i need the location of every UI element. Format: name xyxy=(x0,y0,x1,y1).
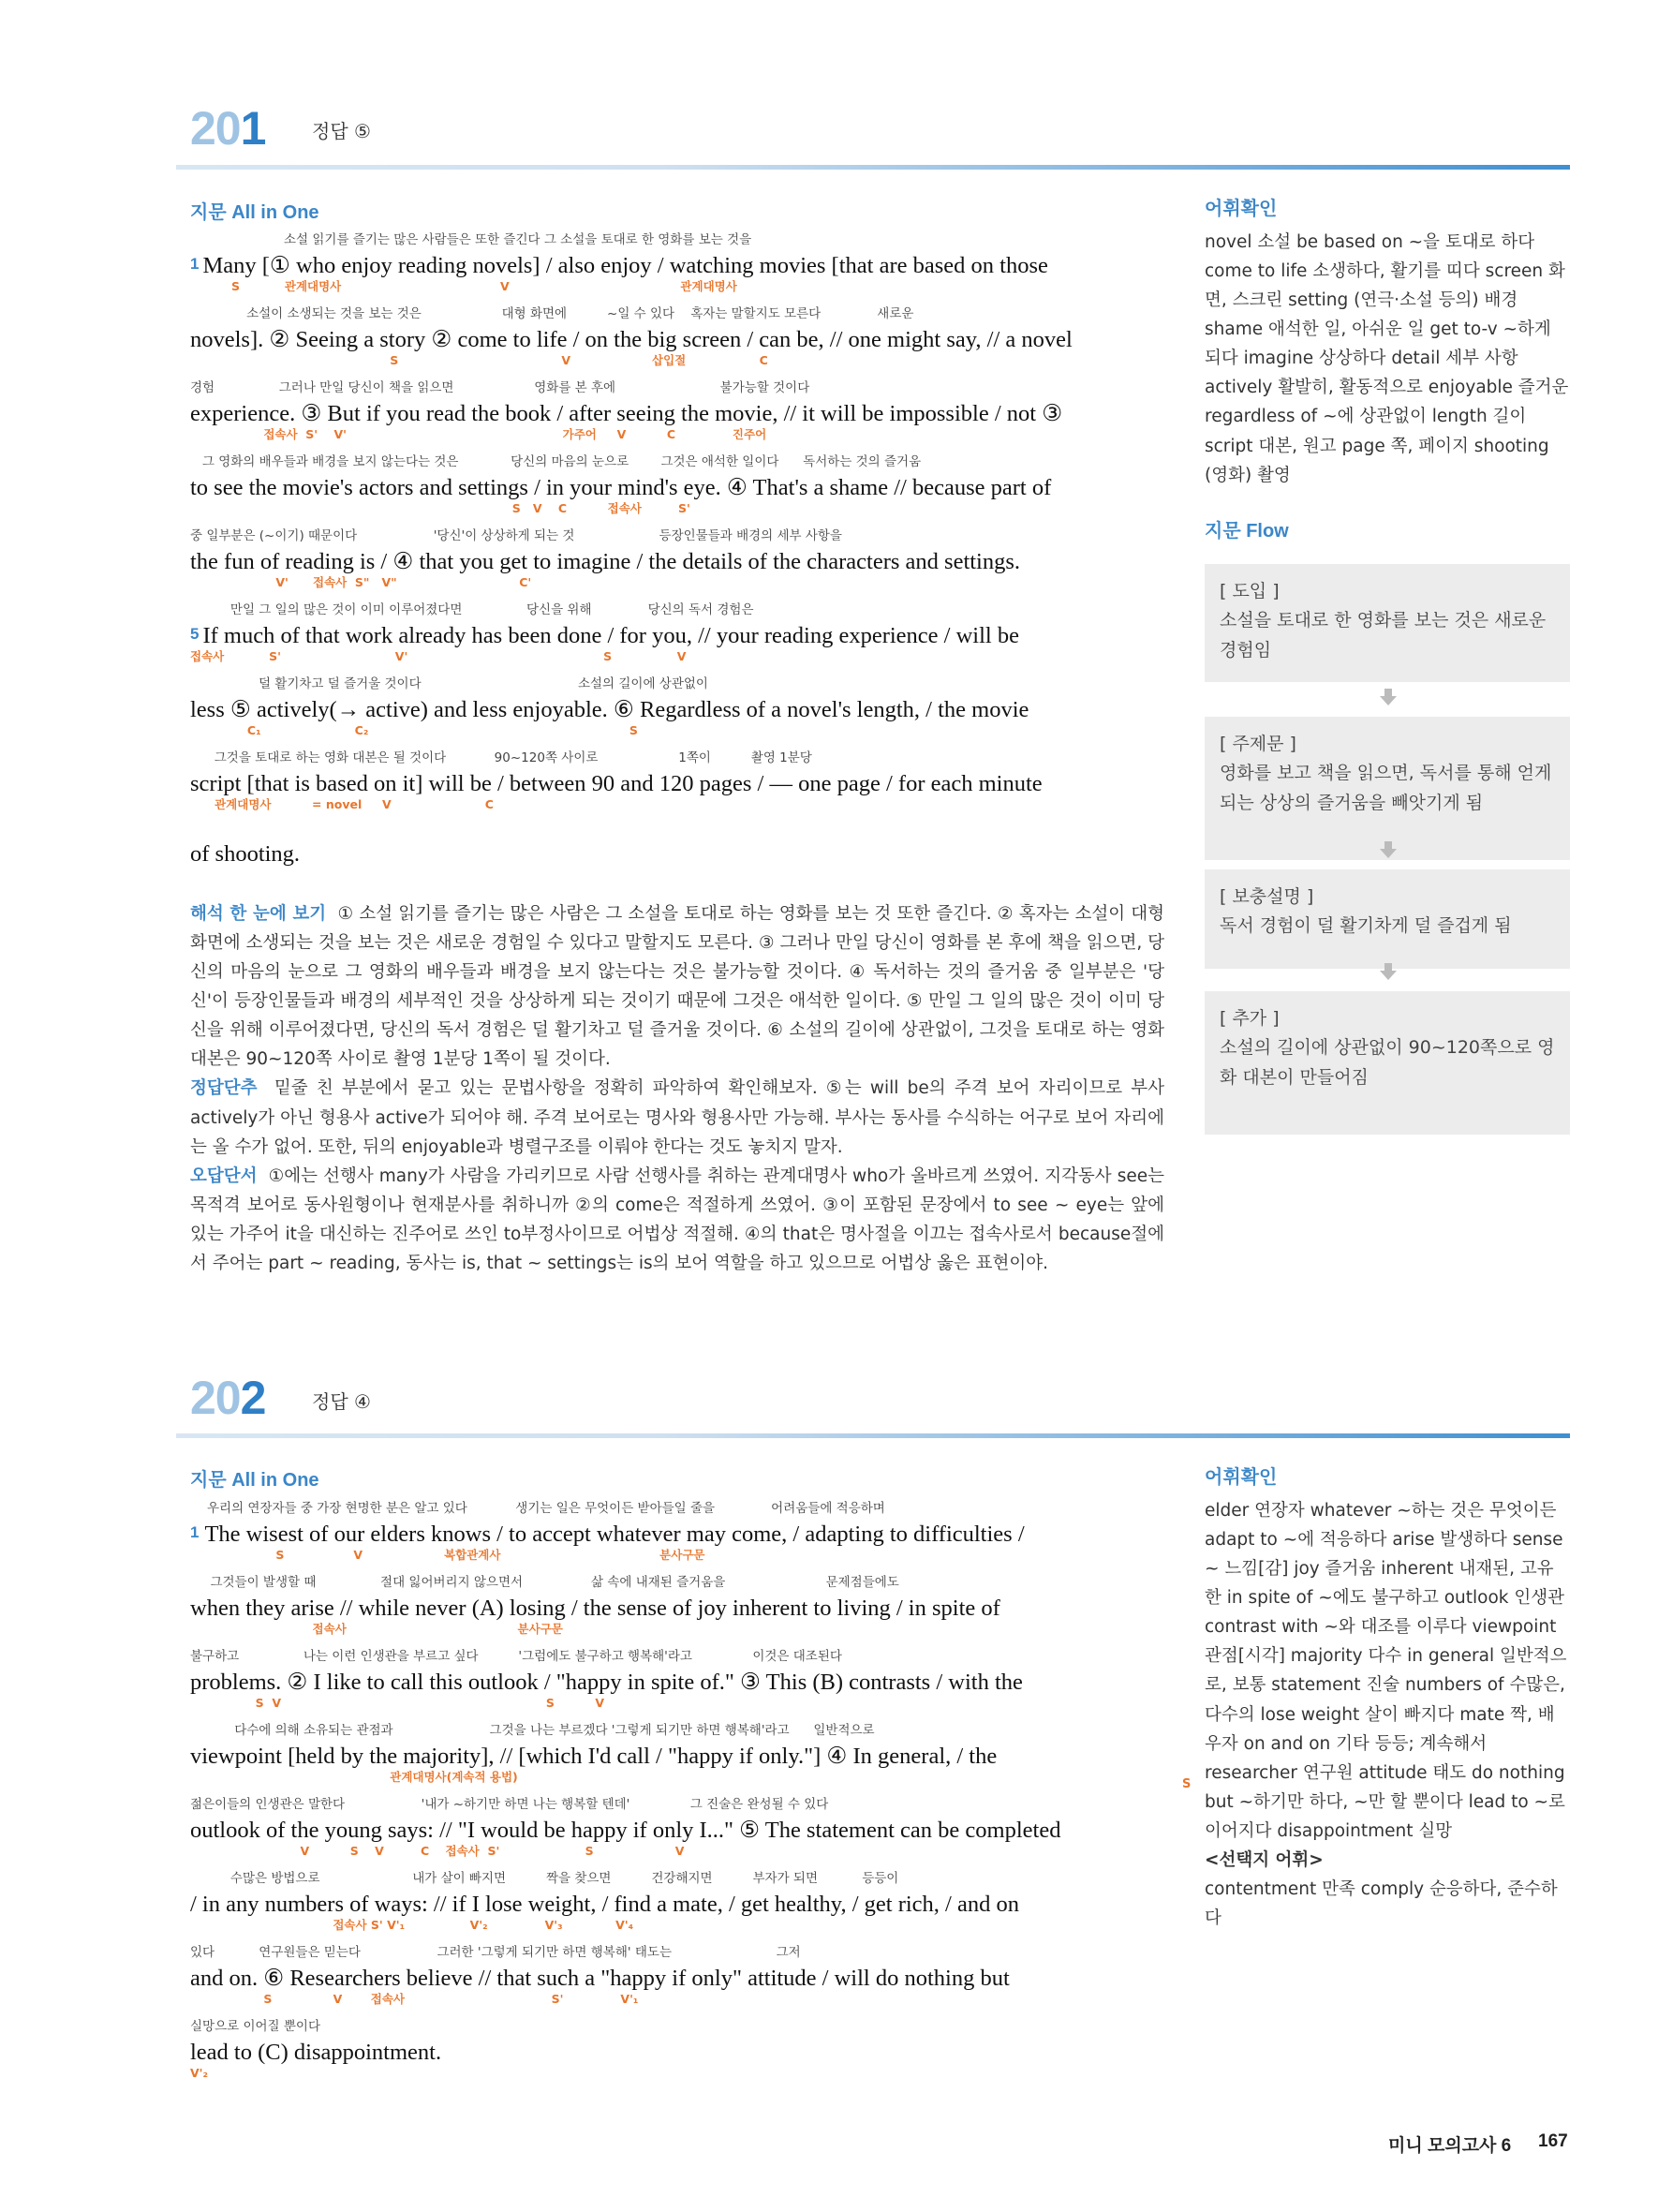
english-line: less ⑤ actively(→ active) and less enjoyable. ⑥ Regardless of a novel's length, / the movie xyxy=(190,696,1029,722)
flow-label: [ 도입 ] xyxy=(1220,581,1280,601)
vocab-text: elder 연장자 whatever ~하는 것은 무엇이든 adapt to ~에 적응하다 arise 발생하다 sense ~ 느낌[감] joy 즐거움 inherent 내재된, 고유한 in spite of ~에도 불구하고 outlook 인생관 contrast with ~와 대조를 이루다 viewpoint 관점[시각] majority 다수 in general 일반적으로, 보통 statement 진술 numbers of 수많은, 다수의 lose weight 살이 빠지다 mate 짝, 배우자 on and on 기타 등등; 계속해서 researcher 연구원 attitude 태도 do nothing but ~하기만 하다, ~만 할 뿐이다 lead to ~로 이어지다 disappointment 실망 xyxy=(1205,1501,1567,1841)
arrow-down-icon xyxy=(1380,963,1397,980)
english-line: when they arise // while never (A) losing / the sense of joy inherent to living / in spite of xyxy=(190,1595,1000,1621)
english-line: / in any numbers of ways: // if I lose weight, / find a mate, / get healthy, / get rich, / and on xyxy=(190,1891,1019,1917)
arrow-down-icon xyxy=(1380,841,1397,858)
korean-gloss: 우리의 연장자들 중 가장 현명한 분은 알고 있다 생기는 일은 무엇이든 받아들일 줄을 어려움들에 적응하며 xyxy=(207,1501,885,1516)
flow-heading: 지문 Flow xyxy=(1205,521,1289,542)
flow-label: [ 주제문 ] xyxy=(1220,734,1296,754)
grammar-tags: V'₂ xyxy=(190,2066,208,2080)
flow-text: 영화를 보고 책을 읽으면, 독서를 통해 얻게 되는 상상의 즐거움을 빼앗기게 됨 xyxy=(1220,763,1552,813)
side-mark: S xyxy=(1182,1777,1192,1791)
flow-box-topic xyxy=(1205,717,1570,860)
english-line: lead to (C) disappointment. xyxy=(190,2039,442,2065)
passage-line xyxy=(190,1577,1164,1636)
answer-202: 정답 ④ xyxy=(312,1390,371,1413)
passage-line xyxy=(190,678,1164,737)
passage-line xyxy=(190,2021,1164,2080)
vocab-choices: contentment 만족 comply 순응하다, 준수하다 xyxy=(1205,1879,1558,1929)
grammar-tags: C₁ C₂ S xyxy=(190,723,638,737)
answer-key-text: 밑줄 친 부분에서 묻고 있는 문법사항을 정확히 파악하여 확인해보자. ⑤는 will be의 주격 보어 자리이므로 부사 actively가 아닌 형용사 active가 되어야 해. 주격 보어로는 명사와 형용사만 가능해. 부사는 동사를 수식하는 어구로 보어 자리에는 올 수가 없어. 또한, 뒤의 enjoyable과 병렬구조를 이뤄야 한다는 것도 놓치지 말자. xyxy=(190,1078,1164,1157)
flow-text: 소설의 길이에 상관없이 90~120쪽으로 영화 대본이 만들어짐 xyxy=(1220,1037,1555,1088)
passage-line xyxy=(190,234,1164,293)
passage-line xyxy=(190,456,1164,515)
grammar-tags: S 관계대명사 V 관계대명사 xyxy=(231,279,737,293)
wrong-answer-heading: 오답단서 xyxy=(190,1165,258,1186)
korean-gloss: 그 영화의 배우들과 배경을 보지 않는다는 것은 당신의 마음의 눈으로 그것은 애석한 일이다 독서하는 것의 즐거움 xyxy=(190,454,922,469)
section-title-all-in-one: 지문 All in One xyxy=(190,1470,319,1491)
passage-line xyxy=(190,308,1164,367)
grammar-tags: S V S V xyxy=(190,1696,605,1710)
grammar-tags: S V 접속사 S' V'₁ xyxy=(190,1992,639,2006)
passage-line xyxy=(190,530,1164,589)
arrow-down-icon xyxy=(1380,689,1397,705)
korean-gloss: 소설 읽기를 즐기는 많은 사람들은 또한 즐긴다 그 소설을 토대로 한 영화를 보는 것을 xyxy=(284,232,752,247)
korean-gloss: 중 일부분은 (~이기) 때문이다 '당신'이 상상하게 되는 것 등장인물들과 배경의 세부 사항을 xyxy=(190,528,842,543)
grammar-tags: 접속사 S' V'₁ V'₂ V'₃ V'₄ xyxy=(190,1918,634,1932)
korean-gloss: 그것을 토대로 하는 영화 대본은 될 것이다 90~120쪽 사이로 1쪽이 촬영 1분당 xyxy=(190,750,812,765)
translation-text: ① 소설 읽기를 즐기는 많은 사람은 그 소설을 토대로 하는 영화를 보는 것 또한 즐긴다. ② 혹자는 소설이 대형 화면에 소생되는 것을 보는 것은 새로운 경험일 수 있다고 말할지도 모른다. ③ 그러나 만일 당신이 영화를 본 후에 책을 읽으면, 당신의 마음의 눈으로 그 영화의 배우들과 배경을 보지 않는다는 것은 불가능할 것이다. ④ 독서하는 것의 즐거움 중 일부분은 '당신'이 등장인물들과 배경의 세부적인 것을 상상하게 되는 것이기 때문에 그것은 애석한 일이다. ⑤ 만일 그 일의 많은 것이 이미 당신을 위해 이루어졌다면, 당신의 독서 경험은 덜 활기차고 덜 즐거울 것이다. ⑥ 소설의 길이에 상관없이, 그것을 토대로 하는 영화 대본은 90~120쪽 사이로 촬영 1분당 1쪽이 될 것이다. xyxy=(190,904,1165,1070)
grammar-tags: 접속사 분사구문 xyxy=(190,1622,563,1636)
passage-line xyxy=(190,604,1164,663)
korean-gloss: 소설이 소생되는 것을 보는 것은 대형 화면에 ~일 수 있다 혹자는 말할지도 모른다 새로운 xyxy=(190,306,914,321)
korean-gloss: 그것들이 발생할 때 절대 잃어버리지 않으면서 삶 속에 내재된 즐거움을 문제점들에도 xyxy=(190,1575,899,1590)
passage-line xyxy=(190,1947,1164,2006)
passage-line xyxy=(190,382,1164,441)
korean-gloss: 수많은 방법으로 내가 살이 빠지면 짝을 찾으면 건강해지면 부자가 되면 등등이 xyxy=(190,1871,899,1886)
english-line: viewpoint [held by the majority], // [which I'd call / "happy if only."] ④ In general, / the xyxy=(190,1743,998,1769)
vocab-list-202 xyxy=(1205,1496,1570,1933)
flow-label: [ 보충설명 ] xyxy=(1220,886,1314,907)
english-line: to see the movie's actors and settings / in your mind's eye. ④ That's a shame // because part of xyxy=(190,474,1052,500)
grammar-tags: V' 접속사 S" V" C' xyxy=(190,575,532,589)
grammar-tags: S V 삽입절 C xyxy=(190,353,768,367)
passage-line xyxy=(190,1503,1164,1562)
english-line: experience. ③ But if you read the book / after seeing the movie, // it will be impossible / not ③ xyxy=(190,400,1063,426)
passage-line xyxy=(190,843,1164,867)
grammar-tags: 관계대명사 = novel V C xyxy=(190,797,494,811)
grammar-tags: S V 복합관계사 분사구문 xyxy=(190,1548,705,1562)
english-line: Many [① who enjoy reading novels] / also enjoy / watching movies [that are based on those xyxy=(202,252,1048,278)
flow-box-support xyxy=(1205,869,1570,969)
passage-line xyxy=(190,1799,1164,1858)
sentence-number: 1 xyxy=(190,254,200,273)
english-line: If much of that work already has been done / for you, // your reading experience / will be xyxy=(202,622,1019,648)
page-number: 167 xyxy=(1538,2131,1568,2151)
english-line: problems. ② I like to call this outlook / "happy in spite of." ③ This (B) contrasts / with the xyxy=(190,1669,1023,1695)
section-title-all-in-one: 지문 All in One xyxy=(190,202,319,223)
passage-202 xyxy=(190,1503,1164,2102)
english-line: and on. ⑥ Researchers believe // that such a "happy if only" attitude / will do nothing but xyxy=(190,1965,1010,1991)
passage-line xyxy=(190,752,1164,811)
korean-gloss: 경험 그러나 만일 당신이 책을 읽으면 영화를 본 후에 불가능할 것이다 xyxy=(190,380,810,395)
english-line: the fun of reading is / ④ that you get to imagine / the details of the characters and settings. xyxy=(190,548,1021,574)
vocab-heading-202: 어휘확인 xyxy=(1205,1467,1278,1488)
translation-heading: 해석 한 눈에 보기 xyxy=(190,904,327,924)
korean-gloss: 덜 활기차고 덜 즐거울 것이다 소설의 길이에 상관없이 xyxy=(190,676,708,691)
grammar-tags: 접속사 S' V' 가주어 V C 진주어 xyxy=(190,427,767,441)
grammar-tags: S V C 접속사 S' xyxy=(190,501,690,515)
flow-label: [ 추가 ] xyxy=(1220,1008,1280,1029)
english-line: of shooting. xyxy=(190,841,301,867)
flow-box-intro xyxy=(1205,564,1570,682)
grammar-tags: 접속사 S' V' S V xyxy=(190,649,687,663)
wrong-answer-text: ①에는 선행사 many가 사람을 가리키므로 사람 선행사를 취하는 관계대명사 who가 올바르게 쓰였어. 지각동사 see는 목적격 보어로 동사원형이나 현재분사를 취하니까 ②의 come은 적절하게 쓰였어. ③이 포함된 문장에서 to see ~ eye는 앞에 있는 가주어 it을 대신하는 진주어로 쓰인 to부정사이므로 어법상 적절해. ④의 that은 명사절을 이끄는 접속사로서 because절에서 주어는 part ~ reading, 동사는 is, that ~ settings는 is의 보어 역할을 하고 있으므로 어법상 옳은 표현이야. xyxy=(190,1165,1164,1273)
vocab-list-201: novel 소설 be based on ~을 토대로 하다 come to life 소생하다, 활기를 띠다 screen 화면, 스크린 setting (연극·소설 등의) 배경 shame 애석한 일, 아쉬운 일 get to-v ~하게 되다 imagine 상상하다 detail 세부 사항 actively 활발히, 활동적으로 enjoyable 즐거운 regardless of ~에 상관없이 length 길이 script 대본, 원고 page 쪽, 페이지 shooting (영화) 촬영 xyxy=(1205,232,1569,485)
english-line: script [that is based on it] will be / between 90 and 120 pages / — one page / for each minute xyxy=(190,770,1043,796)
grammar-tags: 관계대명사(계속적 용법) xyxy=(190,1770,518,1784)
english-line: The wisest of our elders knows / to accept whatever may come, / adapting to difficulties / xyxy=(204,1521,1025,1547)
korean-gloss: 있다 연구원들은 믿는다 그러한 '그렇게 되기만 하면 행복해' 태도는 그저 xyxy=(190,1945,801,1960)
divider-201 xyxy=(176,165,1570,170)
answer-key-heading: 정답단추 xyxy=(190,1078,258,1099)
footer-title: 미니 모의고사 6 xyxy=(1388,2136,1512,2156)
passage-line xyxy=(190,1651,1164,1710)
vocab-subheading: <선택지 어휘> xyxy=(1205,1849,1324,1870)
vocab-heading-201: 어휘확인 xyxy=(1205,199,1278,219)
sentence-number: 1 xyxy=(190,1522,200,1541)
korean-gloss: 만일 그 일의 많은 것이 이미 이루어졌다면 당신을 위해 당신의 독서 경험은 xyxy=(190,602,754,617)
passage-line xyxy=(190,1873,1164,1932)
question-number-202: 202 xyxy=(190,1372,266,1424)
answer-201: 정답 ⑤ xyxy=(312,120,371,142)
sentence-number: 5 xyxy=(190,624,200,643)
question-number-201: 201 xyxy=(190,102,266,155)
divider-202 xyxy=(176,1433,1570,1438)
passage-line xyxy=(190,1725,1164,1784)
korean-gloss: 불구하고 나는 이런 인생관을 부르고 싶다 '그럼에도 불구하고 행복해'라고 이것은 대조된다 xyxy=(190,1649,842,1664)
english-line: novels]. ② Seeing a story ② come to life / on the big screen / can be, // one might say, // a novel xyxy=(190,326,1073,352)
passage-201 xyxy=(190,234,1164,871)
flow-box-addition xyxy=(1205,991,1570,1135)
english-line: outlook of the young says: // "I would be happy if only I..." ⑤ The statement can be completed xyxy=(190,1817,1061,1843)
korean-gloss: 실망으로 이어질 뿐이다 xyxy=(190,2019,320,2034)
flow-text: 독서 경험이 덜 활기차게 덜 즐겁게 됨 xyxy=(1220,915,1512,937)
translation-block xyxy=(190,899,1164,1278)
korean-gloss: 다수에 의해 소유되는 관점과 그것을 나는 부르겠다 '그렇게 되기만 하면 행복해'라고 일반적으로 xyxy=(190,1723,875,1738)
korean-gloss: 젊은이들의 인생관은 말한다 '내가 ~하기만 하면 나는 행복할 텐데' 그 진술은 완성될 수 있다 xyxy=(190,1797,829,1812)
flow-text: 소설을 토대로 한 영화를 보는 것은 새로운 경험임 xyxy=(1220,610,1547,661)
grammar-tags: V S V C 접속사 S' S V xyxy=(190,1844,685,1858)
